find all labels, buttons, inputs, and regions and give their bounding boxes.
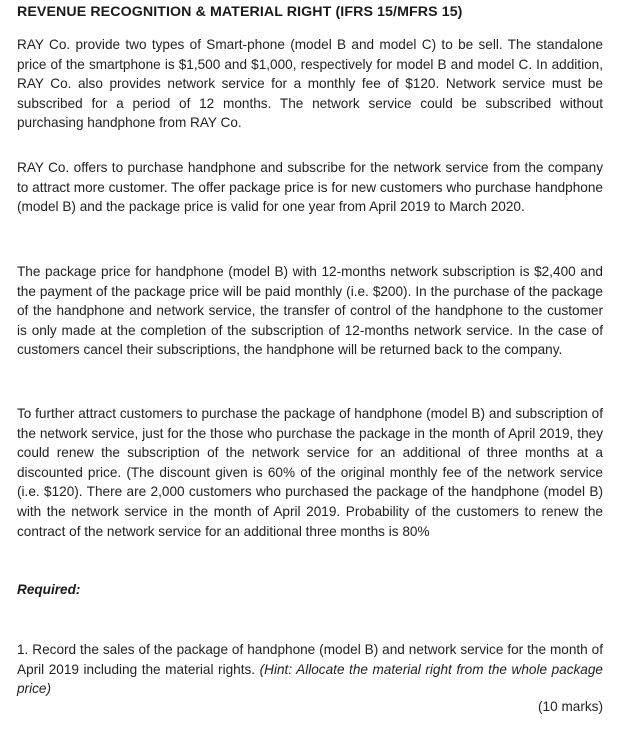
question-1-hint: (Hint: Allocate the material right from the whole package price): [17, 661, 603, 697]
question-1-text: 1. Record the sales of the package of handphone (model B) and network service for the month of April 2019 including the material rights.: [17, 642, 603, 677]
required-heading: Required:: [17, 582, 81, 597]
question-1-marks: (10 marks): [538, 699, 603, 714]
document-title: REVENUE RECOGNITION & MATERIAL RIGHT (IFRS 15/MFRS 15): [17, 4, 463, 20]
question-1: [17, 640, 603, 699]
paragraph-package-offer: RAY Co. offers to purchase handphone and subscribe for the network service from the company to attract more customer. The offer package price is for new customers who purchase handphone (model B) and the package price is valid for one year from April 2019 to March 2020.: [17, 160, 603, 215]
paragraph-material-right: To further attract customers to purchase the package of handphone (model B) and subscription of the network service, just for the those who purchase the package in the month of April 2019, they could renew the subscription of the network service for an additional of three months at a discounted price. (The discount given is 60% of the original monthly fee of the network service (i.e. $120). There are 2,000 customers who purchased the package of the handphone (model B) with the network service in the month of April 2019. Probability of the customers to renew the contract of the network service for an additional three months is 80%: [17, 406, 603, 539]
paragraph-product-pricing: RAY Co. provide two types of Smart-phone (model B and model C) to be sell. The standalone price of the smartphone is $1,500 and $1,000, respectively for model B and model C. In addition, RAY Co. also provides network service for a monthly fee of $120. Network service must be subscribed for a period of 12 months. The network service could be subscribed without purchasing handphone from RAY Co.: [17, 37, 603, 131]
paragraph-package-terms: The package price for handphone (model B) with 12-months network subscription is $2,400 and the payment of the package price will be paid monthly (i.e. $200). In the purchase of the package of the handphone and network service, the transfer of control of the handphone to the customer is only made at the completion of the subscription of 12-months network service. In the case of customers cancel their subscriptions, the handphone will be returned back to the company.: [17, 264, 603, 358]
